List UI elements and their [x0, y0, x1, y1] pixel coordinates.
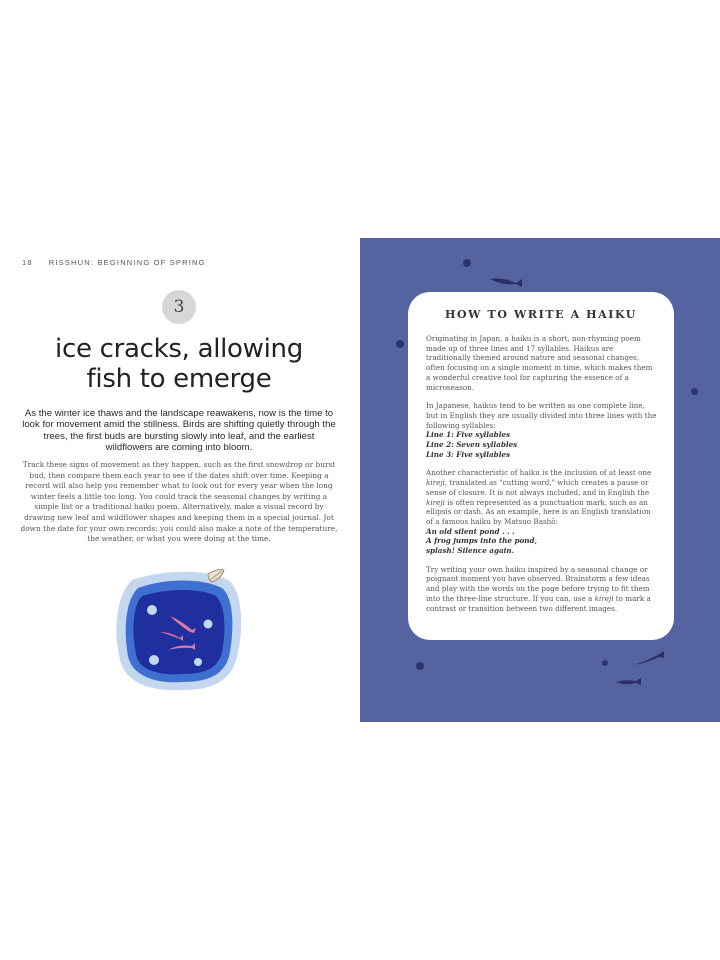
frozen-pond-illustration	[112, 566, 246, 694]
poem-line-1: An old silent pond . . .	[426, 526, 515, 536]
basho-intro: is often represented as a punctuation mark, such as an ellipsis or dash. As an example, here is an English translation of a famous haiku by Matsuo Bashō:	[426, 497, 651, 526]
dot-decoration	[396, 340, 404, 348]
page-title	[30, 334, 328, 394]
dot-decoration	[691, 388, 698, 395]
left-page	[0, 238, 360, 722]
card-paragraph-2	[426, 401, 658, 459]
haiku-card	[408, 292, 674, 640]
title-line-1: ice cracks, allowing	[55, 334, 303, 364]
kireji-term: kireji	[426, 497, 445, 507]
poem-line-2: A frog jumps into the pond,	[426, 536, 538, 546]
syllable-intro: In Japanese, haikus tend to be written as one complete line, but in English they are usually divided into three lines with the following syllables:	[426, 401, 657, 430]
dot-decoration	[416, 662, 424, 670]
card-title: HOW TO WRITE A HAIKU	[445, 308, 637, 321]
writing-tip-end: to mark a contrast or transition between two different images.	[426, 593, 651, 613]
card-paragraph-4	[426, 565, 658, 614]
title-line-2: fish to emerge	[86, 364, 272, 394]
kireji-intro: Another characteristic of haiku is the inclusion of at least one	[426, 468, 652, 478]
kireji-term: kireji	[594, 593, 614, 603]
fish-small-icon	[614, 674, 644, 688]
line-3-rule: Line 3: Five syllables	[426, 449, 511, 459]
dot-decoration	[602, 660, 608, 666]
card-paragraph-1: Originating in Japan, a haiku is a short, non-rhyming poem made up of three lines and 17 syllables. Haikus are traditionally themed around nature and seasonal changes, often focusing on a single moment in time, which makes them a wonderful creative tool for capturing the essence of a microseason.	[426, 334, 653, 392]
running-head	[22, 258, 206, 267]
lede-paragraph: As the winter ice thaws and the landscape reawakens, now is the time to look for movement amid the stillness. Birds are shifting quietly through the trees, the first buds are bursting slowly into leaf, and the earliest wildflowers are coming into bloom.	[22, 408, 336, 454]
kireji-term: kireji	[426, 478, 445, 488]
chapter-title: RISSHUN: BEGINNING OF SPRING	[48, 258, 206, 267]
fish-top-icon	[488, 274, 526, 288]
dot-decoration	[463, 259, 471, 267]
fish-bottom-icon	[632, 648, 670, 668]
card-body	[426, 334, 658, 622]
section-number-badge: 3	[162, 290, 196, 324]
page-number: 18	[22, 258, 33, 267]
poem-line-3: splash! Silence again.	[426, 546, 515, 556]
line-2-rule: Line 2: Seven syllables	[426, 440, 518, 450]
kireji-explanation: , translated as "cutting word," which creates a pause or sense of closure. It is not always included, and in English the	[426, 478, 650, 497]
writing-tip: Try writing your own haiku inspired by a seasonal change or poignant moment you have observed. Brainstorm a few ideas and play with the words on the page before trying to fit them into the three-line structure. If you can, use a	[426, 564, 650, 603]
line-1-rule: Line 1: Five syllables	[426, 430, 511, 440]
card-paragraph-3	[426, 468, 658, 555]
body-paragraph: Track these signs of movement as they happen, such as the first snowdrop or burst bud, then compare them each year to see if the dates shift over time. Keeping a record will also help you remember what to look out for every year when the long winter feels a little too long. You could track the seasonal changes by writing a simple list or a traditional haiku poem. Alternatively, make a visual record by drawing new leaf and wildflower shapes and keeping them in a special journal. Jot down the date for your own records: you could also make a note of the temperature, the weather, or what you were doing at the time.	[20, 460, 338, 544]
right-page	[360, 238, 720, 722]
